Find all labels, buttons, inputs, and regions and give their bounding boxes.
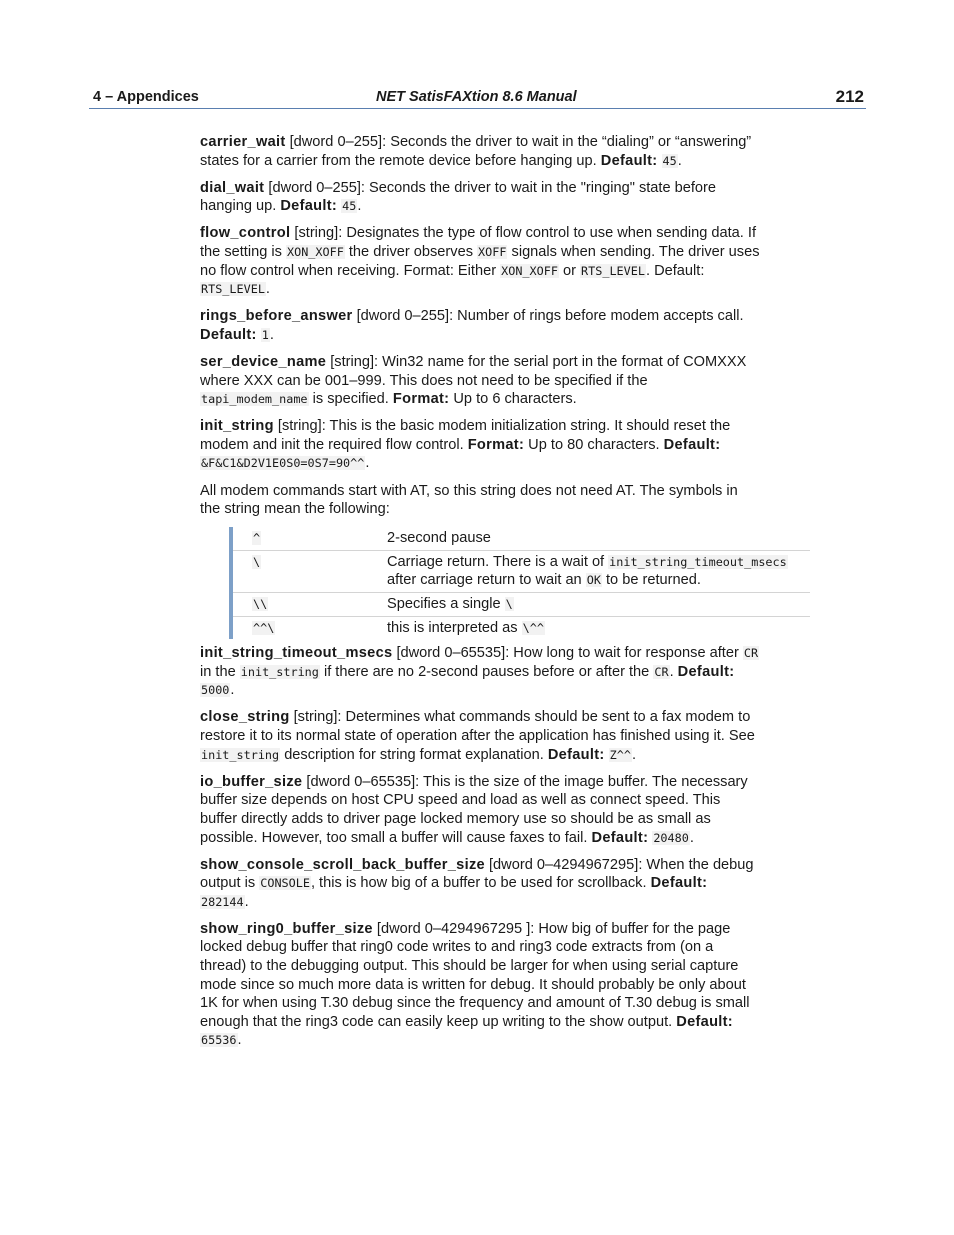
entry-show-console-scroll-back-buffer-size: show_console_scroll_back_buffer_size [dword 0–4294967295]: When the debug output is CONSOLE, this is how big of a buffer to be used for scrollback. Default: 282144.: [200, 856, 754, 910]
default-label: Default:: [600, 152, 658, 169]
term: ser_device_name: [200, 353, 327, 370]
description: [dword 0–255]: Seconds the driver to wait in the “dialing” or “answering” states for a carrier from the remote device before hanging up.: [200, 134, 752, 169]
entry-io-buffer-size: io_buffer_size [dword 0–65535]: This is the size of the image buffer. The necessary buffer size depends on host CPU speed and load as well as connect speed. This buffer directly adds to driver page locked memory use so should be as small as possible. However, too small a buffer will cause faxes to fail. Default: 20480.: [200, 773, 748, 846]
page-content: [200, 133, 787, 1059]
entry-carrier-wait: carrier_wait [dword 0–255]: Seconds the driver to wait in the “dialing” or “answering” states for a carrier from the remote device before hanging up. Default: 45.: [200, 134, 752, 169]
entry-rings-before-answer: rings_before_answer [dword 0–255]: Number of rings before modem accepts call. Default: 1.: [200, 308, 744, 343]
description: [dword 0–255]: Seconds the driver to wait in the "ringing" state before hanging up.: [200, 179, 717, 215]
term: dial_wait: [200, 179, 265, 196]
format-label: Format:: [467, 436, 525, 453]
description: [dword 0–255]: Number of rings before modem accepts call.: [352, 308, 744, 325]
default-label: Default:: [591, 829, 649, 846]
default-value: 20480: [653, 830, 689, 845]
symbol-meaning: 2-second pause: [387, 530, 491, 547]
inline-code: OK: [586, 573, 601, 588]
entry-flow-control: flow_control [string]: Designates the type of flow control to use when sending data. If the setting is XON_XOFF the driver observes XOFF signals when sending. The driver uses no flow control when receiving. Format: Either XON_XOFF or RTS_LEVEL. Default: RTS_LEVEL.: [200, 225, 760, 298]
term: show_console_scroll_back_buffer_size: [200, 856, 485, 873]
symbol: ^^\: [253, 620, 275, 635]
description: [dword 0–4294967295 ]: How big of buffer for the page locked debug buffer that ring0 code writes to and ring3 code extracts from (on a thread) to the debugging output. This should be larger for when using serial capture mode since so much more data is written for debug. It should probably be only about 1K for when using T.30 debug since the frequency and amount of T.30 debug is small enough that the ring3 code can easily keep up writing to the show output.: [200, 920, 750, 1030]
inline-code: RTS_LEVEL: [581, 263, 645, 278]
inline-code: XON_XOFF: [501, 263, 558, 278]
default-value: 45: [662, 153, 677, 168]
term: close_string: [200, 709, 290, 726]
symbol: ^: [253, 531, 261, 546]
default-label: Default:: [676, 1013, 733, 1030]
format-label: Format:: [392, 391, 450, 408]
modem-note: All modem commands start with AT, so this string does not need AT. The symbols in the string mean the following:: [200, 482, 738, 518]
default-value: 5000: [201, 683, 230, 698]
default-value: &F&C1&D2V1E0S0=0S7=90^^: [201, 456, 365, 471]
default-value: Z^^: [609, 747, 631, 762]
inline-code: init_string_timeout_msecs: [609, 554, 787, 569]
table-row: [233, 527, 810, 551]
entry-dial-wait: dial_wait [dword 0–255]: Seconds the driver to wait in the "ringing" state before hanging up. Default: 45.: [200, 179, 717, 215]
table-row: \ Carriage return. There is a wait of init_string_timeout_msecs after carriage return to wait an OK to be returned.: [233, 551, 810, 593]
section-label: 4 – Appendices: [93, 89, 199, 105]
default-value: 65536: [201, 1033, 237, 1048]
table-row: \\ Specifies a single \: [233, 593, 810, 617]
term: show_ring0_buffer_size: [200, 920, 373, 937]
term: init_string: [200, 418, 274, 435]
inline-code: CR: [743, 646, 759, 661]
entry-ser-device-name: ser_device_name [string]: Win32 name for the serial port in the format of COMXXX where XXX can be 001–999. This does not need to be specified if the tapi_modem_name is specified. Format: Up to 6 characters.: [200, 353, 747, 408]
default-label: Default:: [677, 663, 735, 680]
inline-code: XOFF: [478, 244, 507, 259]
entry-init-string-timeout-msecs: init_string_timeout_msecs [dword 0–65535]: How long to wait for response after CR in the init_string if there are no 2-second pauses before or after the CR. Default: 5000.: [200, 645, 759, 699]
inline-code: tapi_modem_name: [201, 392, 308, 407]
entry-show-ring0-buffer-size: show_ring0_buffer_size [dword 0–4294967295 ]: How big of buffer for the page locked debug buffer that ring0 code writes to and ring3 code extracts from (on a thread) to the debugging output. This should be larger for when using serial capture mode since so much more data is written for debug. It should probably be only about 1K for when using T.30 debug since the frequency and amount of T.30 debug is small enough that the ring3 code can easily keep up writing to the show output. Default: 65536.: [200, 920, 750, 1049]
inline-code: init_string: [240, 664, 319, 679]
term: carrier_wait: [200, 134, 286, 150]
inline-code: XON_XOFF: [287, 244, 344, 259]
entry-close-string: close_string [string]: Determines what commands should be sent to a fax modem to restore it to its normal state of operation after the application has finished using it. See init_string description for string format explanation. Default: Z^^.: [200, 709, 755, 763]
inline-code: \^^: [522, 620, 544, 635]
entry-init-string: init_string [string]: This is the basic modem initialization string. It should reset the modem and init the required flow control. Format: Up to 80 characters. Default: &F&C1&D2V1E0S0=0S7=90^^.: [200, 418, 731, 472]
term: flow_control: [200, 225, 291, 242]
table-row: ^^\ this is interpreted as \^^: [253, 619, 544, 636]
default-label: Default:: [200, 326, 257, 343]
term: init_string_timeout_msecs: [200, 645, 393, 662]
inline-code: CONSOLE: [260, 876, 310, 891]
default-label: Default:: [663, 436, 721, 453]
page-number: 212: [835, 87, 864, 106]
manual-title: NET SatisFAXtion 8.6 Manual: [376, 89, 577, 105]
term: rings_before_answer: [200, 308, 353, 325]
description: [dword 0–65535]: This is the size of the image buffer. The necessary buffer size depends on host CPU speed and load as well as connect speed. This buffer directly adds to driver page locked memory use so should be as small as possible. However, too small a buffer will cause faxes to fail.: [200, 773, 748, 846]
term: io_buffer_size: [200, 773, 303, 790]
default-label: Default:: [650, 875, 708, 892]
default-value: 1: [261, 327, 269, 342]
default-value: 45: [342, 199, 357, 214]
symbol: \\: [253, 596, 268, 611]
default-label: Default:: [280, 198, 338, 215]
default-label: Default:: [547, 746, 605, 763]
default-value: 282144: [201, 894, 244, 909]
inline-code: \: [505, 596, 513, 611]
page-header: [89, 86, 866, 109]
inline-code: CR: [654, 664, 669, 679]
inline-code: init_string: [201, 747, 280, 762]
symbols-table: [229, 527, 810, 639]
symbol: \: [253, 554, 261, 569]
default-value: RTS_LEVEL: [201, 282, 265, 297]
